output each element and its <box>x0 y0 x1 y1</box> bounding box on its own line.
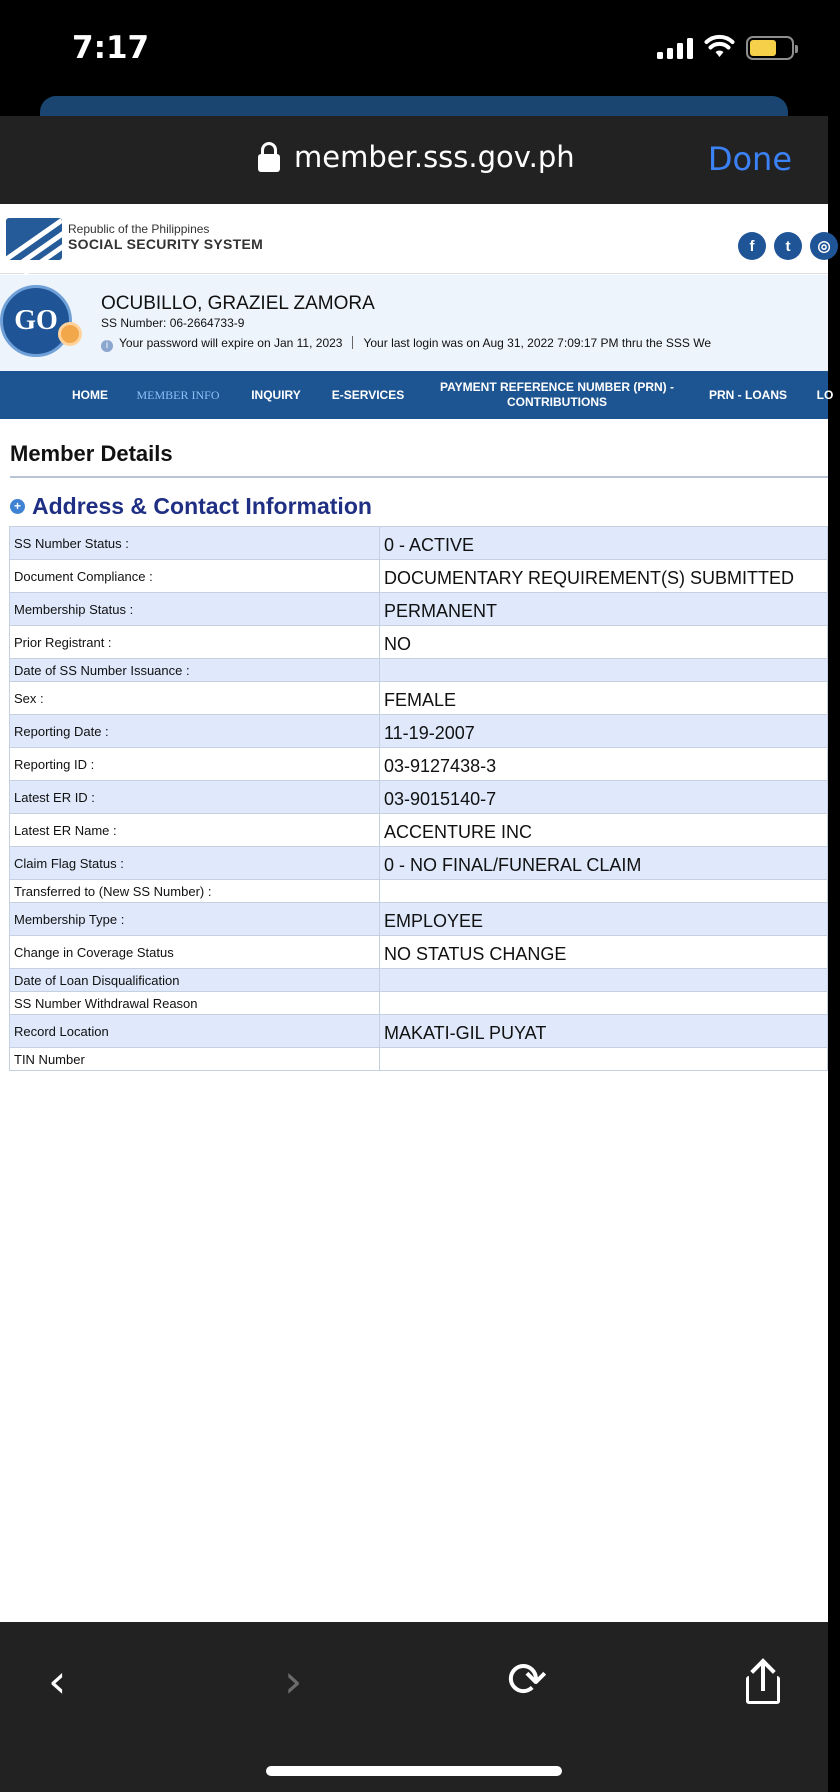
detail-value: MAKATI-GIL PUYAT <box>380 1015 828 1048</box>
in-app-browser <box>0 116 834 1792</box>
detail-row <box>10 659 828 682</box>
detail-label: Membership Type : <box>10 903 380 936</box>
detail-label: Change in Coverage Status <box>10 936 380 969</box>
detail-row <box>10 626 828 659</box>
account-notice <box>101 336 711 352</box>
detail-row <box>10 748 828 781</box>
status-bar <box>0 0 828 100</box>
done-button[interactable]: Done <box>707 140 792 178</box>
facebook-icon[interactable]: f <box>738 232 766 260</box>
detail-value <box>380 992 828 1015</box>
back-chevron-icon[interactable]: ‹ <box>48 1654 67 1708</box>
divider <box>352 336 353 349</box>
refresh-icon[interactable]: ⟳ <box>507 1654 548 1707</box>
sss-logo-icon[interactable] <box>6 218 62 260</box>
detail-label: Reporting ID : <box>10 748 380 781</box>
detail-value: EMPLOYEE <box>380 903 828 936</box>
social-links <box>738 232 838 260</box>
url-text: member.sss.gov.ph <box>294 140 575 174</box>
instagram-icon[interactable]: ◎ <box>810 232 838 260</box>
forward-chevron-icon[interactable]: › <box>284 1654 303 1708</box>
detail-value: 11-19-2007 <box>380 715 828 748</box>
detail-label: Membership Status : <box>10 593 380 626</box>
detail-label: Latest ER ID : <box>10 781 380 814</box>
member-details-table <box>9 526 828 1071</box>
status-time: 7:17 <box>72 30 150 66</box>
detail-value: NO <box>380 626 828 659</box>
site-logo-text[interactable] <box>68 222 263 252</box>
detail-value: DOCUMENTARY REQUIREMENT(S) SUBMITTED <box>380 560 828 593</box>
section-subheading: Address & Contact Information <box>32 493 372 519</box>
site-header <box>0 204 831 274</box>
detail-label: Date of SS Number Issuance : <box>10 659 380 682</box>
detail-value: FEMALE <box>380 682 828 715</box>
nav-member-info[interactable]: MEMBER INFO <box>136 387 220 402</box>
detail-value: 0 - ACTIVE <box>380 527 828 560</box>
logo-agency-text: SOCIAL SECURITY SYSTEM <box>68 236 264 252</box>
nav-loans-partial[interactable]: LO <box>816 387 834 402</box>
nav-home[interactable]: HOME <box>72 387 108 402</box>
detail-row <box>10 969 828 992</box>
cellular-signal-icon <box>657 37 693 59</box>
last-login-text: Your last login was on Aug 31, 2022 7:09:17 PM thru the SSS We <box>363 336 712 350</box>
detail-value: PERMANENT <box>380 593 828 626</box>
detail-row <box>10 715 828 748</box>
detail-row <box>10 814 828 847</box>
detail-label: Prior Registrant : <box>10 626 380 659</box>
password-expiry-text: Your password will expire on Jan 11, 2023 <box>119 336 343 350</box>
detail-label: Latest ER Name : <box>10 814 380 847</box>
info-icon: i <box>101 340 113 352</box>
detail-value: ACCENTURE INC <box>380 814 828 847</box>
wifi-icon <box>705 37 734 59</box>
detail-label: Document Compliance : <box>10 560 380 593</box>
detail-row <box>10 1015 828 1048</box>
status-icons <box>657 36 794 60</box>
detail-label: Sex : <box>10 682 380 715</box>
detail-row <box>10 903 828 936</box>
detail-row <box>10 847 828 880</box>
logo-country-text: Republic of the Philippines <box>68 222 210 236</box>
battery-icon <box>746 36 794 60</box>
member-name: OCUBILLO, GRAZIEL ZAMORA <box>101 293 375 314</box>
detail-label: TIN Number <box>10 1048 380 1071</box>
detail-value: NO STATUS CHANGE <box>380 936 828 969</box>
detail-label: Date of Loan Disqualification <box>10 969 380 992</box>
address-section-toggle[interactable] <box>10 493 372 520</box>
share-icon[interactable] <box>746 1662 780 1704</box>
detail-label: Claim Flag Status : <box>10 847 380 880</box>
home-indicator[interactable] <box>266 1766 562 1776</box>
detail-row <box>10 1048 828 1071</box>
detail-row <box>10 992 828 1015</box>
detail-label: SS Number Status : <box>10 527 380 560</box>
nav-inquiry[interactable]: INQUIRY <box>251 387 301 402</box>
main-navigation <box>0 371 834 419</box>
ss-number: SS Number: 06-2664733-9 <box>101 316 245 330</box>
detail-value <box>380 1048 828 1071</box>
main-content <box>0 419 828 1619</box>
page-title: Member Details <box>10 441 173 466</box>
detail-value <box>380 659 828 682</box>
webpage <box>0 204 834 1622</box>
detail-label: Record Location <box>10 1015 380 1048</box>
url-bar[interactable] <box>0 116 828 204</box>
expand-plus-icon[interactable]: + <box>10 499 25 514</box>
nav-e-services[interactable]: E-SERVICES <box>331 387 405 402</box>
detail-row <box>10 682 828 715</box>
medal-icon <box>58 322 82 346</box>
nav-prn-contributions[interactable]: PAYMENT REFERENCE NUMBER (PRN) - CONTRIBUTIONS <box>439 380 674 409</box>
detail-value: 03-9127438-3 <box>380 748 828 781</box>
detail-row <box>10 880 828 903</box>
url-display[interactable] <box>258 140 575 174</box>
detail-row <box>10 936 828 969</box>
nav-prn-loans[interactable]: PRN - LOANS <box>709 387 787 402</box>
detail-row <box>10 593 828 626</box>
detail-value: 03-9015140-7 <box>380 781 828 814</box>
lock-icon <box>258 142 280 172</box>
go-badge: GO <box>0 285 72 357</box>
detail-row <box>10 527 828 560</box>
twitter-icon[interactable]: t <box>774 232 802 260</box>
detail-label: SS Number Withdrawal Reason <box>10 992 380 1015</box>
detail-value: 0 - NO FINAL/FUNERAL CLAIM <box>380 847 828 880</box>
detail-row <box>10 560 828 593</box>
detail-label: Transferred to (New SS Number) : <box>10 880 380 903</box>
detail-row <box>10 781 828 814</box>
detail-label: Reporting Date : <box>10 715 380 748</box>
section-divider <box>10 476 828 478</box>
member-banner <box>0 275 828 371</box>
detail-value <box>380 969 828 992</box>
detail-value <box>380 880 828 903</box>
